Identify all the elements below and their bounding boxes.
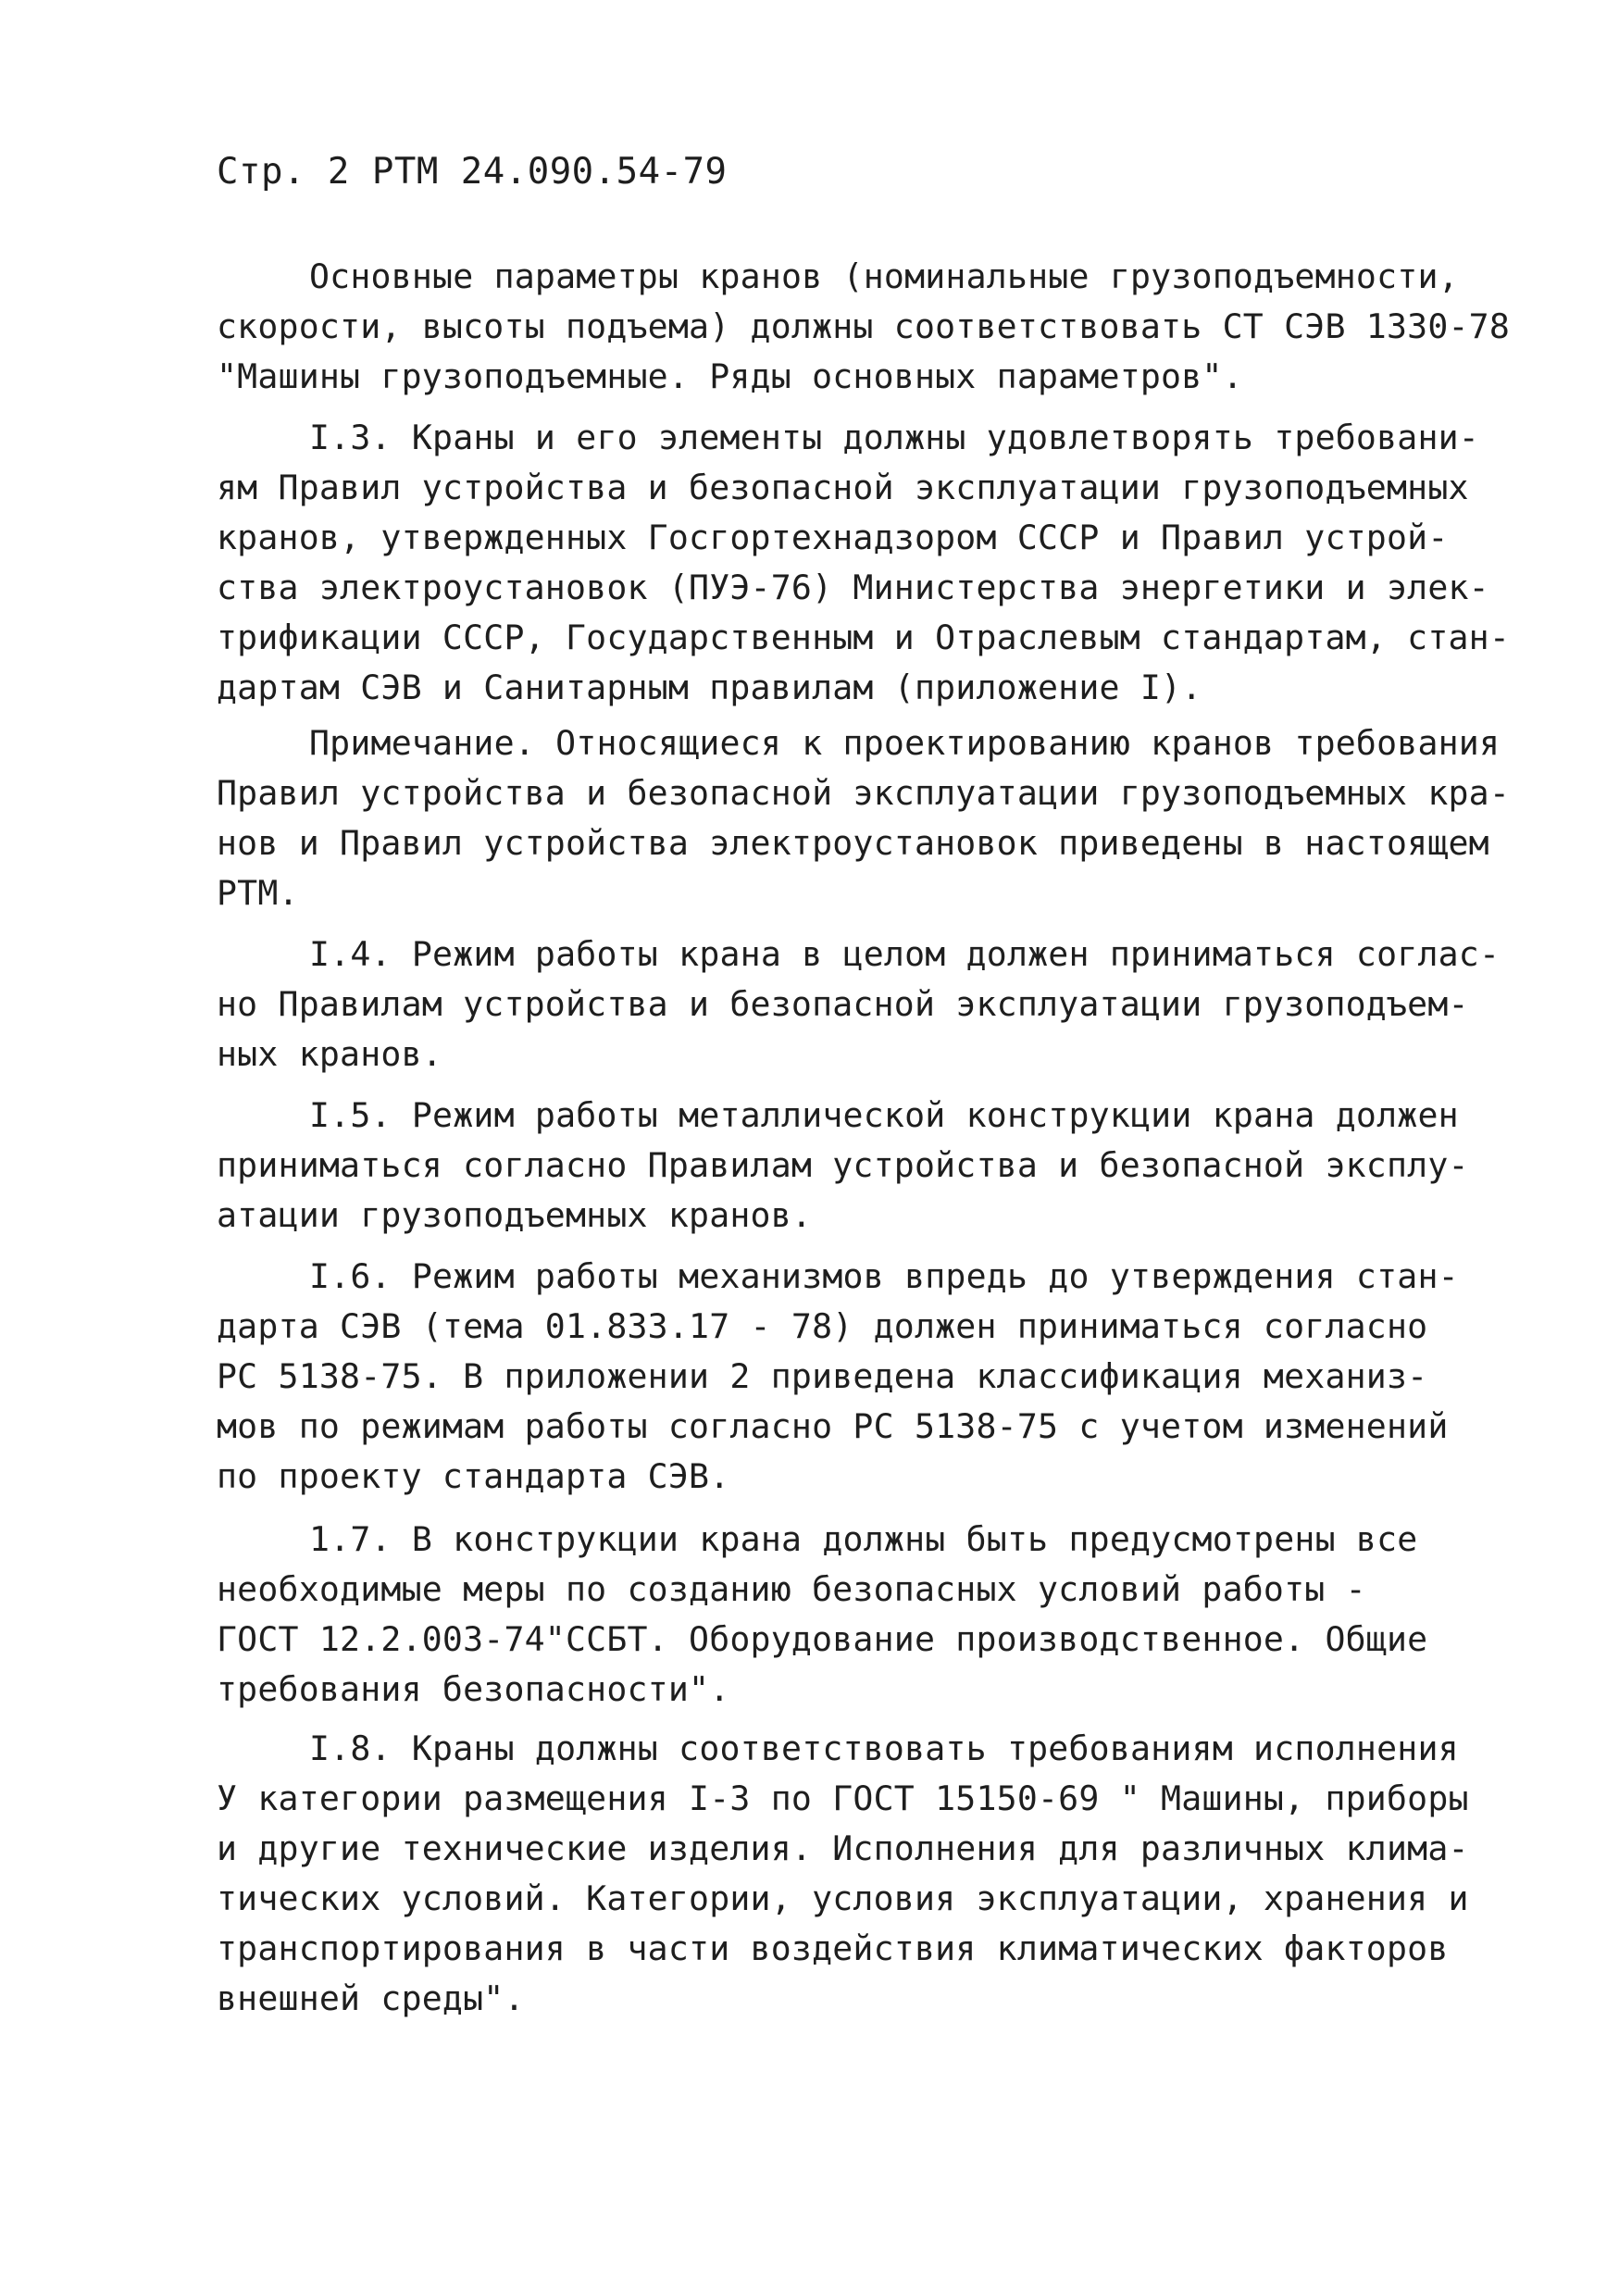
text-line: Примечание. Относящиеся к проектированию кранов требования xyxy=(309,723,1501,763)
text-line: Правил устройства и безопасной эксплуатации грузоподъемных кра- xyxy=(217,773,1511,813)
text-line: I.5. Режим работы металлической конструкции крана должен xyxy=(309,1095,1459,1135)
text-line: атации грузоподъемных кранов. xyxy=(217,1195,813,1235)
text-line: нов и Правил устройства электроустановок приведены в настоящем xyxy=(217,823,1489,863)
text-line: транспортирования в части воздействия климатических факторов xyxy=(217,1928,1449,1968)
text-line: дарта СЭВ (тема 01.833.17 - 78) должен приниматься согласно xyxy=(217,1306,1428,1346)
paragraph-note xyxy=(217,718,1513,918)
text-line: I.8. Краны должны соответствовать требованиям исполнения xyxy=(309,1728,1459,1768)
paragraph-section-1-7 xyxy=(217,1515,1513,1715)
text-line: приниматься согласно Правилам устройства и безопасной эксплу- xyxy=(217,1145,1469,1185)
text-line: ных кранов. xyxy=(217,1034,442,1074)
text-line: тических условий. Категории, условия эксплуатации, хранения и xyxy=(217,1878,1469,1918)
text-line: мов по режимам работы согласно РС 5138-75 с учетом изменений xyxy=(217,1406,1449,1446)
text-line: по проекту стандарта СЭВ. xyxy=(217,1456,730,1496)
text-line: необходимые меры по созданию безопасных условий работы - xyxy=(217,1569,1366,1609)
text-line: но Правилам устройства и безопасной эксплуатации грузоподъем- xyxy=(217,984,1469,1024)
text-line: РТМ. xyxy=(217,873,299,913)
text-line: Основные параметры кранов (номинальные грузоподъемности, xyxy=(309,256,1459,296)
text-line: I.6. Режим работы механизмов впредь до утверждения стан- xyxy=(309,1256,1459,1296)
text-line: ям Правил устройства и безопасной эксплуатации грузоподъемных xyxy=(217,468,1469,507)
text-line: требования безопасности". xyxy=(217,1669,730,1709)
text-line: I.4. Режим работы крана в целом должен приниматься соглас- xyxy=(309,934,1501,974)
paragraph-section-1-5 xyxy=(217,1091,1513,1241)
text-line: ства электроустановок (ПУЭ-76) Министерства энергетики и элек- xyxy=(217,568,1489,607)
text-line: "Машины грузоподъемные. Ряды основных параметров". xyxy=(217,356,1243,396)
paragraph-section-1-4 xyxy=(217,930,1513,1079)
text-line: 1.7. В конструкции крана должны быть предусмотрены все xyxy=(309,1519,1418,1559)
text-line: внешней среды". xyxy=(217,1978,525,2018)
text-line: РС 5138-75. В приложении 2 приведена классификация механиз- xyxy=(217,1356,1428,1396)
text-line: скорости, высоты подъема) должны соответствовать СТ СЭВ 1330-78 xyxy=(217,306,1511,346)
text-line: трификации СССР, Государственным и Отраслевым стандартам, стан- xyxy=(217,618,1511,657)
paragraph-basic-parameters xyxy=(217,252,1513,402)
page-header: Стр. 2 РТМ 24.090.54-79 xyxy=(217,151,728,193)
text-line: ГОСТ 12.2.003-74"ССБТ. Оборудование производственное. Общие xyxy=(217,1619,1428,1659)
paragraph-section-1-8 xyxy=(217,1724,1513,2024)
paragraph-section-1-6 xyxy=(217,1252,1513,1502)
text-line: У категории размещения I-3 по ГОСТ 15150-69 " Машины, приборы xyxy=(217,1778,1469,1818)
text-line: и другие технические изделия. Исполнения для различных клима- xyxy=(217,1828,1469,1868)
text-line: I.3. Краны и его элементы должны удовлетворять требовани- xyxy=(309,418,1479,457)
text-line: кранов, утвержденных Госгортехнадзором СССР и Правил устрой- xyxy=(217,518,1449,557)
paragraph-section-1-3 xyxy=(217,413,1513,713)
text-line: дартам СЭВ и Санитарным правилам (приложение I). xyxy=(217,668,1202,707)
